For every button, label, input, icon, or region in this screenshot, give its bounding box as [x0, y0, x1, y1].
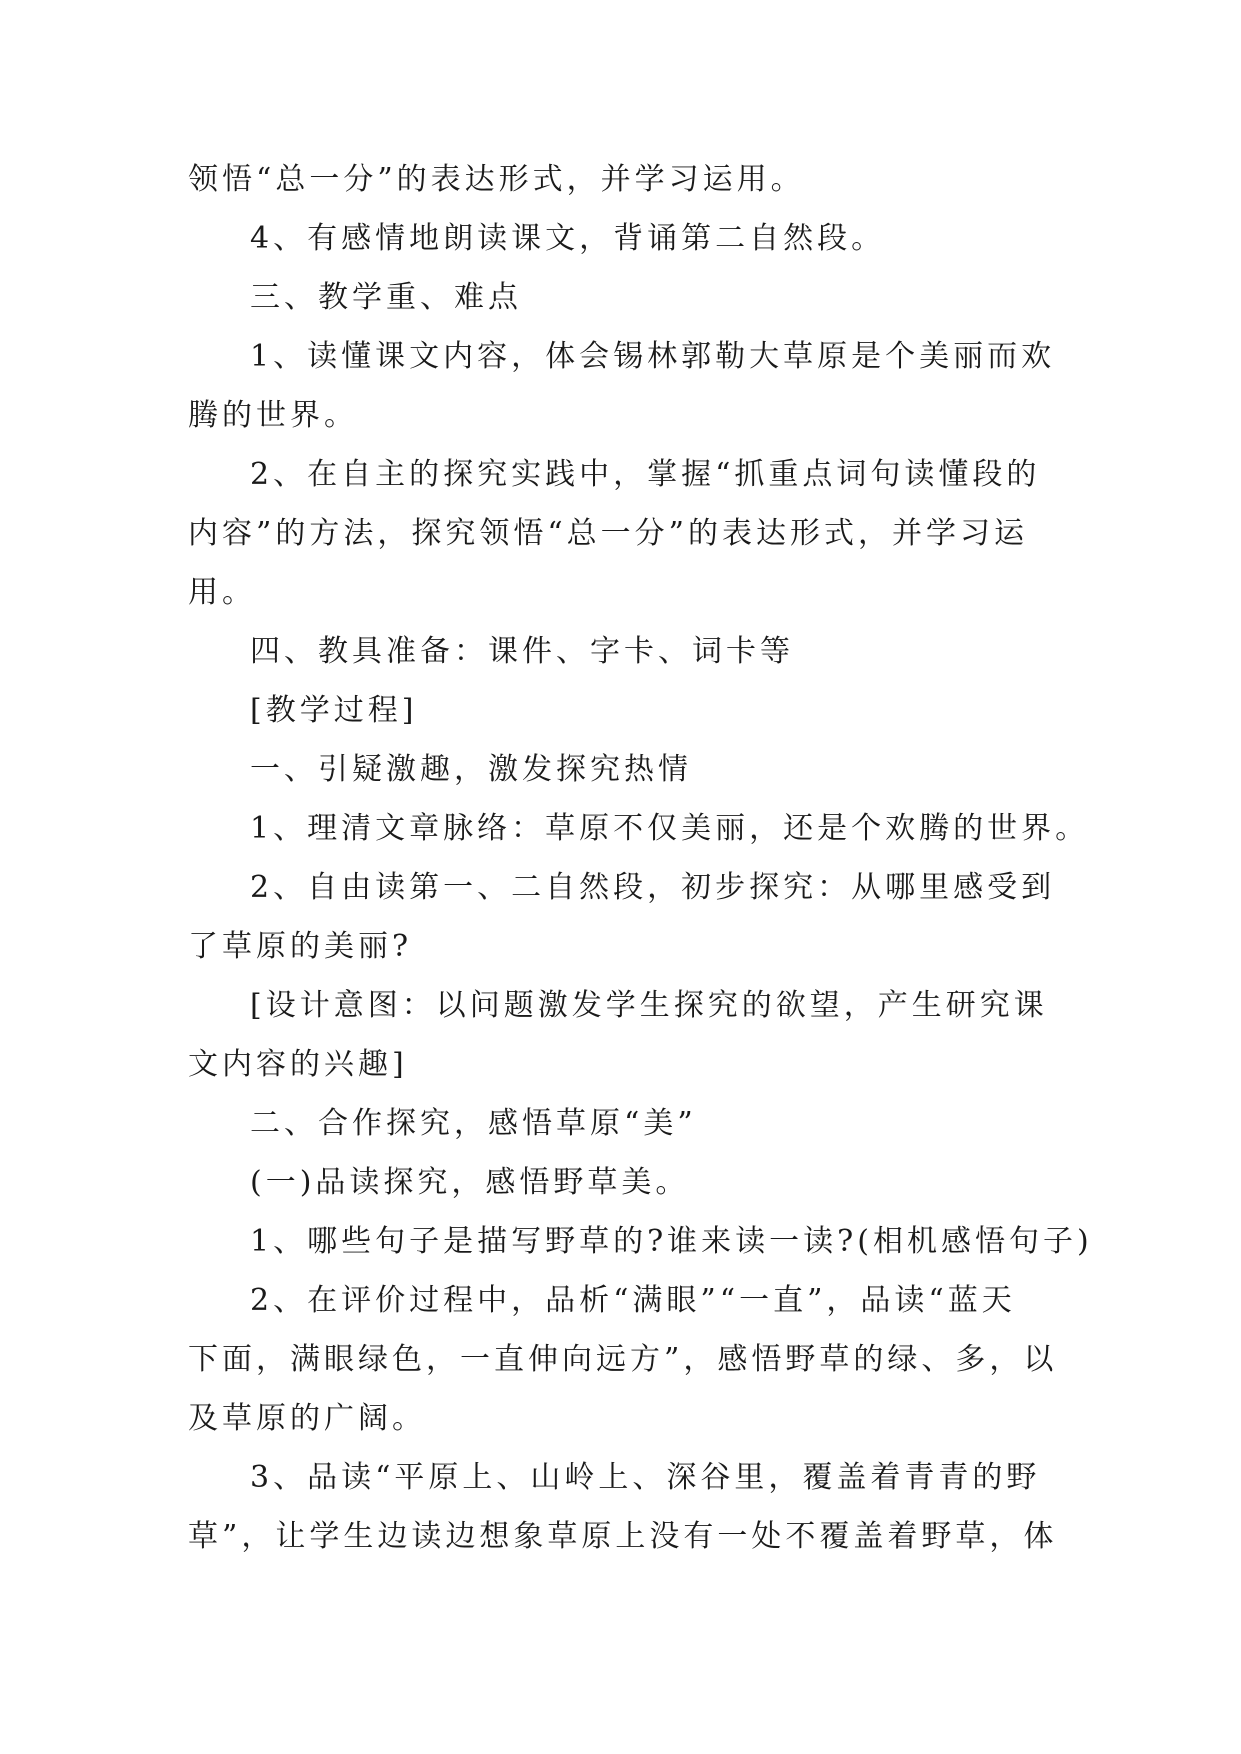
text-line: 3、品读“平原上、山岭上、深谷里，覆盖着青青的野	[250, 1460, 1041, 1495]
section-heading: 一、引疑激趣，激发探究热情	[250, 752, 692, 787]
text-line: 下面，满眼绿色，一直伸向远方”，感悟野草的绿、多，以	[188, 1342, 1058, 1377]
text-line: 了草原的美丽?	[188, 929, 413, 964]
text-line: 4、有感情地朗读课文，背诵第二自然段。	[250, 221, 886, 256]
text-line: 1、读懂课文内容，体会锡林郭勒大草原是个美丽而欢	[250, 339, 1056, 374]
section-heading: 三、教学重、难点	[250, 280, 522, 315]
section-heading: 二、合作探究，感悟草原“美”	[250, 1106, 697, 1141]
document-body	[188, 150, 1093, 1566]
text-line: 1、哪些句子是描写野草的?谁来读一读?(相机感悟句子)	[250, 1224, 1093, 1259]
text-line: 腾的世界。	[188, 398, 358, 433]
text-line: 2、在自主的探究实践中，掌握“抓重点词句读懂段的	[250, 457, 1041, 492]
text-line: 领悟“总一分”的表达形式，并学习运用。	[188, 162, 805, 197]
text-line: [设计意图：以问题激发学生探究的欲望，产生研究课	[250, 988, 1048, 1023]
section-heading: 四、教具准备：课件、字卡、词卡等	[250, 634, 794, 669]
section-heading: [教学过程]	[250, 693, 418, 728]
text-line: 及草原的广阔。	[188, 1401, 426, 1436]
text-line: 内容”的方法，探究领悟“总一分”的表达形式，并学习运	[188, 516, 1029, 551]
text-line: 用。	[188, 575, 256, 610]
subsection-heading: (一)品读探究，感悟野草美。	[250, 1165, 690, 1200]
text-line: 文内容的兴趣]	[188, 1047, 408, 1082]
text-line: 草”，让学生边读边想象草原上没有一处不覆盖着野草，体	[188, 1519, 1058, 1554]
text-line: 2、自由读第一、二自然段，初步探究：从哪里感受到	[250, 870, 1056, 905]
text-line: 1、理清文章脉络：草原不仅美丽，还是个欢腾的世界。	[250, 811, 1090, 846]
text-line: 2、在评价过程中，品析“满眼”“一直”，品读“蓝天	[250, 1283, 1016, 1318]
